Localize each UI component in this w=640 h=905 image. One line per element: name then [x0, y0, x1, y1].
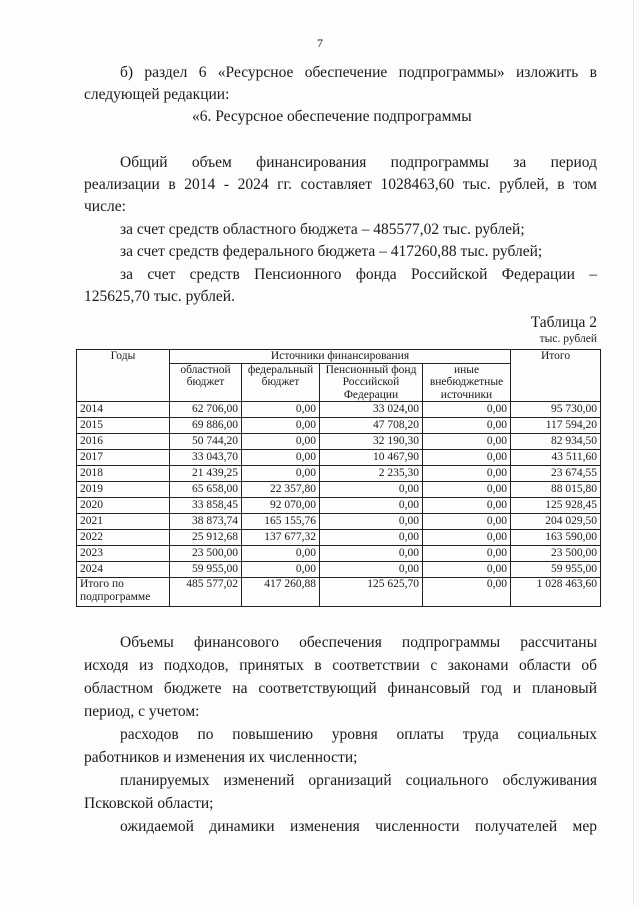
row-regional: 33 043,70: [170, 450, 242, 466]
row-other: 0,00: [423, 562, 511, 578]
item-2-line-1: планируемых изменений организаций социального обслуживания: [120, 772, 597, 789]
row-total: 204 029,50: [511, 514, 601, 530]
header-federal: федеральный бюджет: [242, 363, 320, 402]
after-line-1: Объемы финансового обеспечения подпрограммы рассчитаны: [120, 634, 597, 651]
row-federal: 0,00: [242, 402, 320, 418]
total-pension: 125 625,70: [320, 578, 423, 607]
row-pension: 32 190,30: [320, 434, 423, 450]
intro-line-2: следующей редакции:: [84, 86, 230, 103]
row-pension: 0,00: [320, 498, 423, 514]
row-federal: 92 070,00: [242, 498, 320, 514]
row-total: 43 511,60: [511, 450, 601, 466]
row-pension: 0,00: [320, 562, 423, 578]
summary-line-3: числе:: [84, 198, 126, 215]
row-year: 2020: [77, 498, 170, 514]
row-federal: 0,00: [242, 434, 320, 450]
row-year: 2023: [77, 546, 170, 562]
scan-edge-line: [633, 0, 634, 905]
row-total: 95 730,00: [511, 402, 601, 418]
row-total: 82 934,50: [511, 434, 601, 450]
table-row: [77, 530, 601, 546]
table-units: тыс. рублей: [539, 333, 597, 345]
row-regional: 65 658,00: [170, 482, 242, 498]
row-pension: 0,00: [320, 546, 423, 562]
row-regional: 23 500,00: [170, 546, 242, 562]
total-row: [77, 578, 601, 607]
table-row: [77, 546, 601, 562]
row-regional: 21 439,25: [170, 466, 242, 482]
row-federal: 0,00: [242, 450, 320, 466]
after-line-4: период, с учетом:: [84, 703, 200, 720]
row-year: 2022: [77, 530, 170, 546]
header-sources: Источники финансирования: [170, 350, 511, 364]
after-line-2: исходя из подходов, принятых в соответствии с законами области об: [84, 657, 597, 674]
row-other: 0,00: [423, 402, 511, 418]
summary-federal: за счет средств федерального бюджета – 417260,88 тыс. рублей;: [120, 243, 543, 260]
row-regional: 38 873,74: [170, 514, 242, 530]
table-row: [77, 450, 601, 466]
row-total: 23 500,00: [511, 546, 601, 562]
total-regional: 485 577,02: [170, 578, 242, 607]
intro-line-1: б) раздел 6 «Ресурсное обеспечение подпрограммы» изложить в: [120, 64, 597, 81]
row-federal: 0,00: [242, 466, 320, 482]
row-total: 88 015,80: [511, 482, 601, 498]
row-year: 2016: [77, 434, 170, 450]
row-pension: 0,00: [320, 514, 423, 530]
row-year: 2014: [77, 402, 170, 418]
item-1-line-2: работников и изменения их численности;: [84, 749, 358, 766]
table-row: [77, 498, 601, 514]
row-other: 0,00: [423, 418, 511, 434]
row-total: 59 955,00: [511, 562, 601, 578]
financing-table: [76, 349, 601, 607]
table-row: [77, 562, 601, 578]
summary-pension-line-1: за счет средств Пенсионного фонда Российской Федерации –: [120, 266, 597, 283]
summary-line-1: Общий объем финансирования подпрограммы за период: [120, 154, 597, 171]
row-federal: 137 677,32: [242, 530, 320, 546]
row-total: 125 928,45: [511, 498, 601, 514]
row-regional: 62 706,00: [170, 402, 242, 418]
row-federal: 22 357,80: [242, 482, 320, 498]
summary-line-2: реализации в 2014 - 2024 гг. составляет 1028463,60 тыс. рублей, в том: [84, 176, 597, 193]
summary-regional: за счет средств областного бюджета – 485577,02 тыс. рублей;: [120, 221, 525, 238]
table-row: [77, 418, 601, 434]
total-label: Итого по подпрограмме: [77, 578, 170, 607]
row-total: 23 674,55: [511, 466, 601, 482]
section-title: «6. Ресурсное обеспечение подпрограммы: [192, 108, 472, 125]
row-other: 0,00: [423, 530, 511, 546]
page-number: 7: [317, 36, 323, 50]
row-other: 0,00: [423, 514, 511, 530]
row-total: 117 594,20: [511, 418, 601, 434]
row-federal: 165 155,76: [242, 514, 320, 530]
total-federal: 417 260,88: [242, 578, 320, 607]
total-total: 1 028 463,60: [511, 578, 601, 607]
row-federal: 0,00: [242, 418, 320, 434]
table-caption: Таблица 2: [530, 314, 597, 331]
header-pension: Пенсионный фонд Российской Федерации: [320, 363, 423, 402]
row-pension: 10 467,90: [320, 450, 423, 466]
row-year: 2019: [77, 482, 170, 498]
row-other: 0,00: [423, 482, 511, 498]
row-regional: 69 886,00: [170, 418, 242, 434]
header-other: иные внебюджетные источники: [423, 363, 511, 402]
total-other: 0,00: [423, 578, 511, 607]
row-regional: 59 955,00: [170, 562, 242, 578]
row-year: 2015: [77, 418, 170, 434]
row-federal: 0,00: [242, 546, 320, 562]
row-other: 0,00: [423, 466, 511, 482]
row-other: 0,00: [423, 450, 511, 466]
row-other: 0,00: [423, 434, 511, 450]
row-pension: 0,00: [320, 530, 423, 546]
row-federal: 0,00: [242, 562, 320, 578]
table-row: [77, 466, 601, 482]
row-pension: 47 708,20: [320, 418, 423, 434]
table-row: [77, 514, 601, 530]
item-3-line-1: ожидаемой динамики изменения численности получателей мер: [120, 818, 597, 835]
header-regional: областной бюджет: [170, 363, 242, 402]
header-years: Годы: [77, 350, 170, 402]
row-pension: 0,00: [320, 482, 423, 498]
after-line-3: областном бюджете на соответствующий финансовый год и плановый: [84, 680, 597, 697]
table-row: [77, 434, 601, 450]
table-row: [77, 402, 601, 418]
row-regional: 25 912,68: [170, 530, 242, 546]
table-row: [77, 482, 601, 498]
row-pension: 2 235,30: [320, 466, 423, 482]
row-year: 2018: [77, 466, 170, 482]
item-1-line-1: расходов по повышению уровня оплаты труда социальных: [120, 726, 597, 743]
row-regional: 50 744,20: [170, 434, 242, 450]
row-regional: 33 858,45: [170, 498, 242, 514]
row-other: 0,00: [423, 498, 511, 514]
row-pension: 33 024,00: [320, 402, 423, 418]
row-total: 163 590,00: [511, 530, 601, 546]
summary-pension-line-2: 125625,70 тыс. рублей.: [84, 288, 235, 305]
row-year: 2017: [77, 450, 170, 466]
row-year: 2024: [77, 562, 170, 578]
header-total: Итого: [511, 350, 601, 402]
row-year: 2021: [77, 514, 170, 530]
item-2-line-2: Псковской области;: [84, 795, 214, 812]
row-other: 0,00: [423, 546, 511, 562]
